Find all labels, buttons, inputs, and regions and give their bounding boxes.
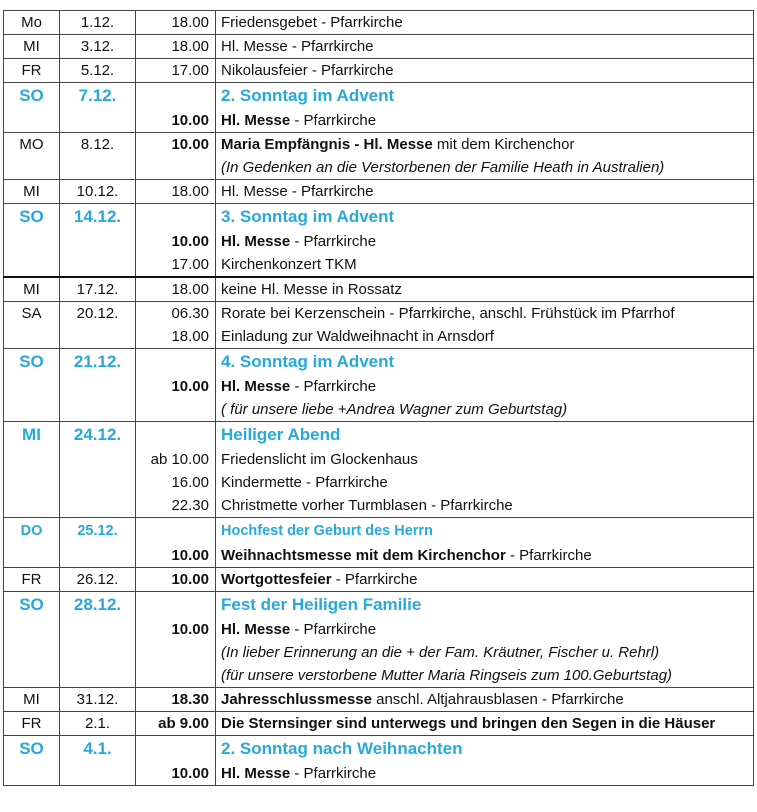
date: 5.12. <box>80 62 115 79</box>
description-text: Kirchenkonzert TKM <box>221 256 357 273</box>
description-bold: Hl. Messe <box>221 765 291 782</box>
date: 1.12. <box>80 14 115 31</box>
weekday: SO <box>19 352 44 371</box>
description-text: - Pfarrkirche <box>290 621 377 638</box>
day-cell <box>4 133 60 180</box>
description-cell <box>216 180 754 204</box>
weekday: SO <box>19 595 44 614</box>
date-cell <box>60 736 136 786</box>
heading: Heiliger Abend <box>221 425 341 444</box>
date: 25.12. <box>77 523 118 539</box>
weekday: FR <box>21 571 42 588</box>
time-cell <box>136 422 216 518</box>
description-note: ( für unsere liebe +Andrea Wagner zum Geburtstag) <box>221 401 568 418</box>
weekday: SO <box>19 207 44 226</box>
description-text: Friedenslicht im Glockenhaus <box>221 451 418 468</box>
description-bold: Hl. Messe <box>221 378 291 395</box>
weekday: MI <box>23 691 40 708</box>
date: 14.12. <box>73 207 122 226</box>
description-line <box>221 375 753 398</box>
schedule-row <box>4 422 754 518</box>
description-line <box>221 618 753 641</box>
time: 22.30 <box>171 497 209 514</box>
description-cell <box>216 83 754 133</box>
description-line <box>221 568 753 591</box>
day-cell <box>4 736 60 786</box>
heading: 3. Sonntag im Advent <box>221 207 395 226</box>
date: 10.12. <box>76 183 119 200</box>
description-text: - Pfarrkirche <box>290 112 377 129</box>
description-line <box>221 156 753 179</box>
time-cell <box>136 518 216 568</box>
description-line <box>221 11 753 34</box>
description-bold: Maria Empfängnis - Hl. Messe <box>221 136 433 153</box>
time: 18.30 <box>171 691 209 708</box>
day-cell <box>4 568 60 592</box>
description-line <box>221 398 753 421</box>
time-cell <box>136 712 216 736</box>
time-spacer <box>136 204 215 230</box>
date-cell <box>60 277 136 302</box>
date-cell <box>60 83 136 133</box>
description-line <box>221 302 753 325</box>
description-line <box>221 688 753 711</box>
description-bold: Hl. Messe <box>221 621 291 638</box>
weekday: SO <box>19 86 44 105</box>
time: 18.00 <box>171 328 209 345</box>
day-cell <box>4 59 60 83</box>
heading: 2. Sonntag nach Weihnachten <box>221 739 463 758</box>
date: 3.12. <box>80 38 115 55</box>
time-spacer <box>136 736 215 762</box>
date-cell <box>60 518 136 568</box>
date: 4.1. <box>83 739 112 758</box>
time-spacer <box>136 592 215 618</box>
schedule-row <box>4 736 754 786</box>
time-cell <box>136 83 216 133</box>
description-text: - Pfarrkirche <box>505 547 592 564</box>
schedule-body <box>4 11 754 786</box>
time-cell <box>136 35 216 59</box>
date-cell <box>60 349 136 422</box>
date: 20.12. <box>76 305 119 322</box>
day-cell <box>4 204 60 278</box>
description-text: anschl. Altjahrausblasen - Pfarrkirche <box>371 691 624 708</box>
heading: 2. Sonntag im Advent <box>221 86 395 105</box>
date: 8.12. <box>80 136 115 153</box>
time-cell <box>136 592 216 688</box>
date-cell <box>60 302 136 349</box>
time: ab 9.00 <box>158 715 209 732</box>
description-text: Christmette vorher Turmblasen - Pfarrkirche <box>221 497 513 514</box>
time-cell <box>136 349 216 422</box>
description-cell <box>216 59 754 83</box>
day-cell <box>4 35 60 59</box>
description-text: keine Hl. Messe in Rossatz <box>221 281 402 298</box>
time: 18.00 <box>171 183 209 200</box>
description-text: - Pfarrkirche <box>290 765 377 782</box>
date: 21.12. <box>73 352 122 371</box>
day-cell <box>4 688 60 712</box>
description-text: - Pfarrkirche <box>331 571 418 588</box>
description-line <box>221 230 753 253</box>
date: 17.12. <box>76 281 119 298</box>
schedule-row <box>4 712 754 736</box>
time-cell <box>136 736 216 786</box>
time-spacer <box>136 422 215 448</box>
description-line <box>221 494 753 517</box>
weekday: MI <box>22 425 41 444</box>
description-cell <box>216 133 754 180</box>
time: 18.00 <box>171 38 209 55</box>
description-line <box>221 325 753 348</box>
description-text: - Pfarrkirche <box>290 233 377 250</box>
weekday: SO <box>19 739 44 758</box>
date: 26.12. <box>76 571 119 588</box>
description-line <box>221 109 753 132</box>
time: 10.00 <box>171 571 209 588</box>
weekday: DO <box>20 523 43 539</box>
time-cell <box>136 11 216 35</box>
description-cell <box>216 568 754 592</box>
time: ab 10.00 <box>150 451 209 468</box>
description-text: Einladung zur Waldweihnacht in Arnsdorf <box>221 328 494 345</box>
description-cell <box>216 277 754 302</box>
time: 10.00 <box>171 621 209 638</box>
date-cell <box>60 568 136 592</box>
description-note: (für unsere verstorbene Mutter Maria Ringseis zum 100.Geburtstag) <box>221 667 673 684</box>
date: 28.12. <box>73 595 122 614</box>
time-spacer <box>136 83 215 109</box>
time: 17.00 <box>171 62 209 79</box>
date-cell <box>60 422 136 518</box>
description-line <box>221 664 753 687</box>
date: 2.1. <box>84 715 111 732</box>
description-line <box>221 471 753 494</box>
description-line <box>221 35 753 58</box>
description-note: (In Gedenken an die Verstorbenen der Familie Heath in Australien) <box>221 159 665 176</box>
description-bold: Die Sternsinger sind unterwegs und bringen den Segen in die Häuser <box>221 715 716 732</box>
description-cell <box>216 204 754 278</box>
description-text: mit dem Kirchenchor <box>432 136 575 153</box>
schedule-row <box>4 83 754 133</box>
time-cell <box>136 59 216 83</box>
description-text: Hl. Messe - Pfarrkirche <box>221 38 374 55</box>
time-cell <box>136 688 216 712</box>
description-cell <box>216 518 754 568</box>
weekday: SA <box>21 305 42 322</box>
description-cell <box>216 736 754 786</box>
schedule-row <box>4 11 754 35</box>
weekday: MI <box>23 281 40 298</box>
time: 10.00 <box>171 765 209 782</box>
time: 10.00 <box>171 112 209 129</box>
heading: Hochfest der Geburt des Herrn <box>221 523 433 539</box>
description-text: - Pfarrkirche <box>290 378 377 395</box>
weekday: FR <box>21 62 42 79</box>
schedule-row <box>4 204 754 278</box>
description-line <box>221 641 753 664</box>
date-cell <box>60 35 136 59</box>
heading: Fest der Heiligen Familie <box>221 595 422 614</box>
schedule-row <box>4 302 754 349</box>
weekday: MI <box>23 183 40 200</box>
schedule-row <box>4 592 754 688</box>
time: 18.00 <box>171 14 209 31</box>
description-cell <box>216 688 754 712</box>
day-cell <box>4 277 60 302</box>
date-cell <box>60 59 136 83</box>
schedule-row <box>4 35 754 59</box>
description-line <box>221 59 753 82</box>
description-text: Kindermette - Pfarrkirche <box>221 474 388 491</box>
schedule-row <box>4 277 754 302</box>
schedule-row <box>4 180 754 204</box>
date: 24.12. <box>73 425 122 444</box>
description-bold: Wortgottesfeier <box>221 571 332 588</box>
description-line <box>221 253 753 276</box>
description-line <box>221 762 753 785</box>
schedule-row <box>4 568 754 592</box>
description-line <box>221 180 753 203</box>
description-line <box>221 448 753 471</box>
description-line <box>221 278 753 301</box>
description-bold: Hl. Messe <box>221 112 291 129</box>
day-cell <box>4 83 60 133</box>
date-cell <box>60 204 136 278</box>
date-cell <box>60 592 136 688</box>
time: 10.00 <box>171 378 209 395</box>
time-cell <box>136 180 216 204</box>
schedule-row <box>4 133 754 180</box>
day-cell <box>4 11 60 35</box>
schedule-row <box>4 349 754 422</box>
time-cell <box>136 277 216 302</box>
description-text: Nikolausfeier - Pfarrkirche <box>221 62 394 79</box>
date: 31.12. <box>76 691 119 708</box>
schedule-row <box>4 688 754 712</box>
description-cell <box>216 422 754 518</box>
weekday: MI <box>23 38 40 55</box>
description-cell <box>216 35 754 59</box>
time-spacer <box>136 518 215 544</box>
church-schedule-table <box>3 10 754 786</box>
time: 10.00 <box>171 233 209 250</box>
date-cell <box>60 688 136 712</box>
schedule-row <box>4 59 754 83</box>
date-cell <box>60 11 136 35</box>
time: 10.00 <box>171 547 209 564</box>
time-cell <box>136 302 216 349</box>
description-cell <box>216 302 754 349</box>
date-cell <box>60 133 136 180</box>
description-line <box>221 544 753 567</box>
date-cell <box>60 180 136 204</box>
description-cell <box>216 11 754 35</box>
day-cell <box>4 712 60 736</box>
description-cell <box>216 592 754 688</box>
time: 06.30 <box>171 305 209 322</box>
heading: 4. Sonntag im Advent <box>221 352 395 371</box>
description-note: (In lieber Erinnerung an die + der Fam. Kräutner, Fischer u. Rehrl) <box>221 644 660 661</box>
time: 17.00 <box>171 256 209 273</box>
date-cell <box>60 712 136 736</box>
weekday: MO <box>19 136 44 153</box>
day-cell <box>4 302 60 349</box>
time: 10.00 <box>171 136 209 153</box>
description-bold: Weihnachtsmesse mit dem Kirchenchor <box>221 547 506 564</box>
date: 7.12. <box>78 86 117 105</box>
description-cell <box>216 712 754 736</box>
day-cell <box>4 422 60 518</box>
day-cell <box>4 592 60 688</box>
day-cell <box>4 518 60 568</box>
description-line <box>221 133 753 156</box>
time-spacer <box>136 349 215 375</box>
weekday: FR <box>21 715 42 732</box>
time-cell <box>136 204 216 278</box>
day-cell <box>4 180 60 204</box>
description-bold: Hl. Messe <box>221 233 291 250</box>
schedule-row <box>4 518 754 568</box>
description-text: Hl. Messe - Pfarrkirche <box>221 183 374 200</box>
time-cell <box>136 133 216 180</box>
description-cell <box>216 349 754 422</box>
description-bold: Jahresschlussmesse <box>221 691 372 708</box>
day-cell <box>4 349 60 422</box>
time: 18.00 <box>171 281 209 298</box>
description-text: Rorate bei Kerzenschein - Pfarrkirche, anschl. Frühstück im Pfarrhof <box>221 305 675 322</box>
time: 16.00 <box>171 474 209 491</box>
description-line <box>221 712 753 735</box>
time-cell <box>136 568 216 592</box>
description-text: Friedensgebet - Pfarrkirche <box>221 14 403 31</box>
weekday: Mo <box>21 14 42 31</box>
